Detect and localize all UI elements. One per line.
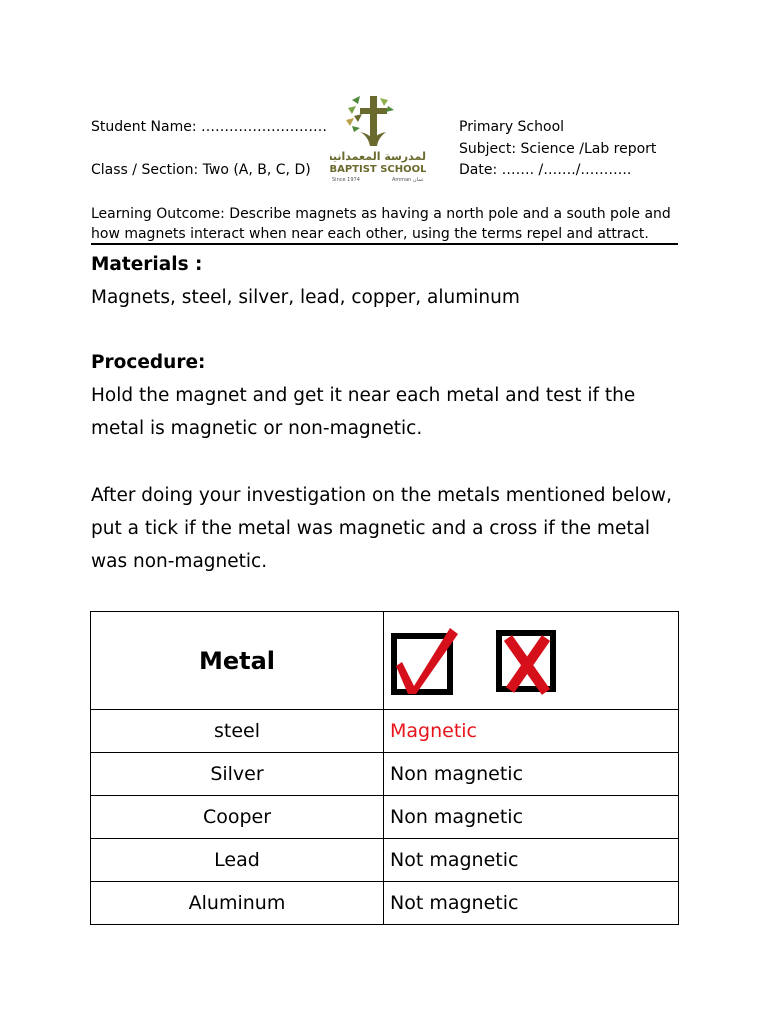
metal-cell: Silver [91, 753, 384, 796]
logo-city: Amman عمان [391, 177, 424, 183]
procedure-text: Hold the magnet and get it near each metal and test if the metal is magnetic or non-magnetic. [91, 385, 636, 439]
metal-cell: Lead [91, 839, 384, 882]
procedure-instruction: After doing your investigation on the metals mentioned below, put a tick if the metal was magnetic and a cross if the metal was non-magnetic. [91, 485, 672, 572]
procedure-heading: Procedure: [91, 352, 206, 373]
school-logo [330, 92, 426, 184]
class-section-label: Class / Section: Two (A, B, C, D) [91, 162, 311, 178]
header-divider [91, 243, 678, 245]
table-row [91, 796, 679, 839]
school-level-label: Primary School [459, 119, 565, 135]
logo-since: Since 1974 [332, 177, 360, 183]
table-row [91, 882, 679, 925]
metal-cell: Cooper [91, 796, 384, 839]
logo-english-name: BAPTIST SCHOOL [330, 164, 426, 175]
logo-arabic-name: المدرسة المعمدانية [330, 150, 426, 163]
materials-heading: Materials : [91, 254, 203, 275]
date-label: Date: ……. /……./……….. [459, 162, 632, 178]
materials-text: Magnets, steel, silver, lead, copper, aluminum [91, 287, 520, 308]
result-cell: Non magnetic [384, 753, 679, 796]
table-row [91, 753, 679, 796]
table-header-row [91, 612, 679, 710]
tree-cross-icon [330, 92, 426, 184]
student-name-label: Student Name: ……………………… [91, 119, 328, 135]
learning-outcome: Learning Outcome: Describe magnets as having a north pole and a south pole and how magnets interact when near each other, using the terms repel and attract. [91, 206, 671, 242]
metal-cell: Aluminum [91, 882, 384, 925]
checkbox-cross-icon [496, 630, 558, 696]
metal-column-header [91, 612, 384, 710]
metal-cell: steel [91, 710, 384, 753]
result-cell: Magnetic [384, 710, 679, 753]
table-row [91, 839, 679, 882]
metal-header-label: Metal [198, 646, 276, 675]
icon-column-header [384, 612, 679, 710]
table-row [91, 710, 679, 753]
subject-label: Subject: Science /Lab report [459, 141, 657, 157]
result-cell: Non magnetic [384, 796, 679, 839]
metals-table [90, 611, 679, 925]
result-cell: Not magnetic [384, 882, 679, 925]
result-cell: Not magnetic [384, 839, 679, 882]
checkbox-tick-icon [388, 626, 462, 698]
